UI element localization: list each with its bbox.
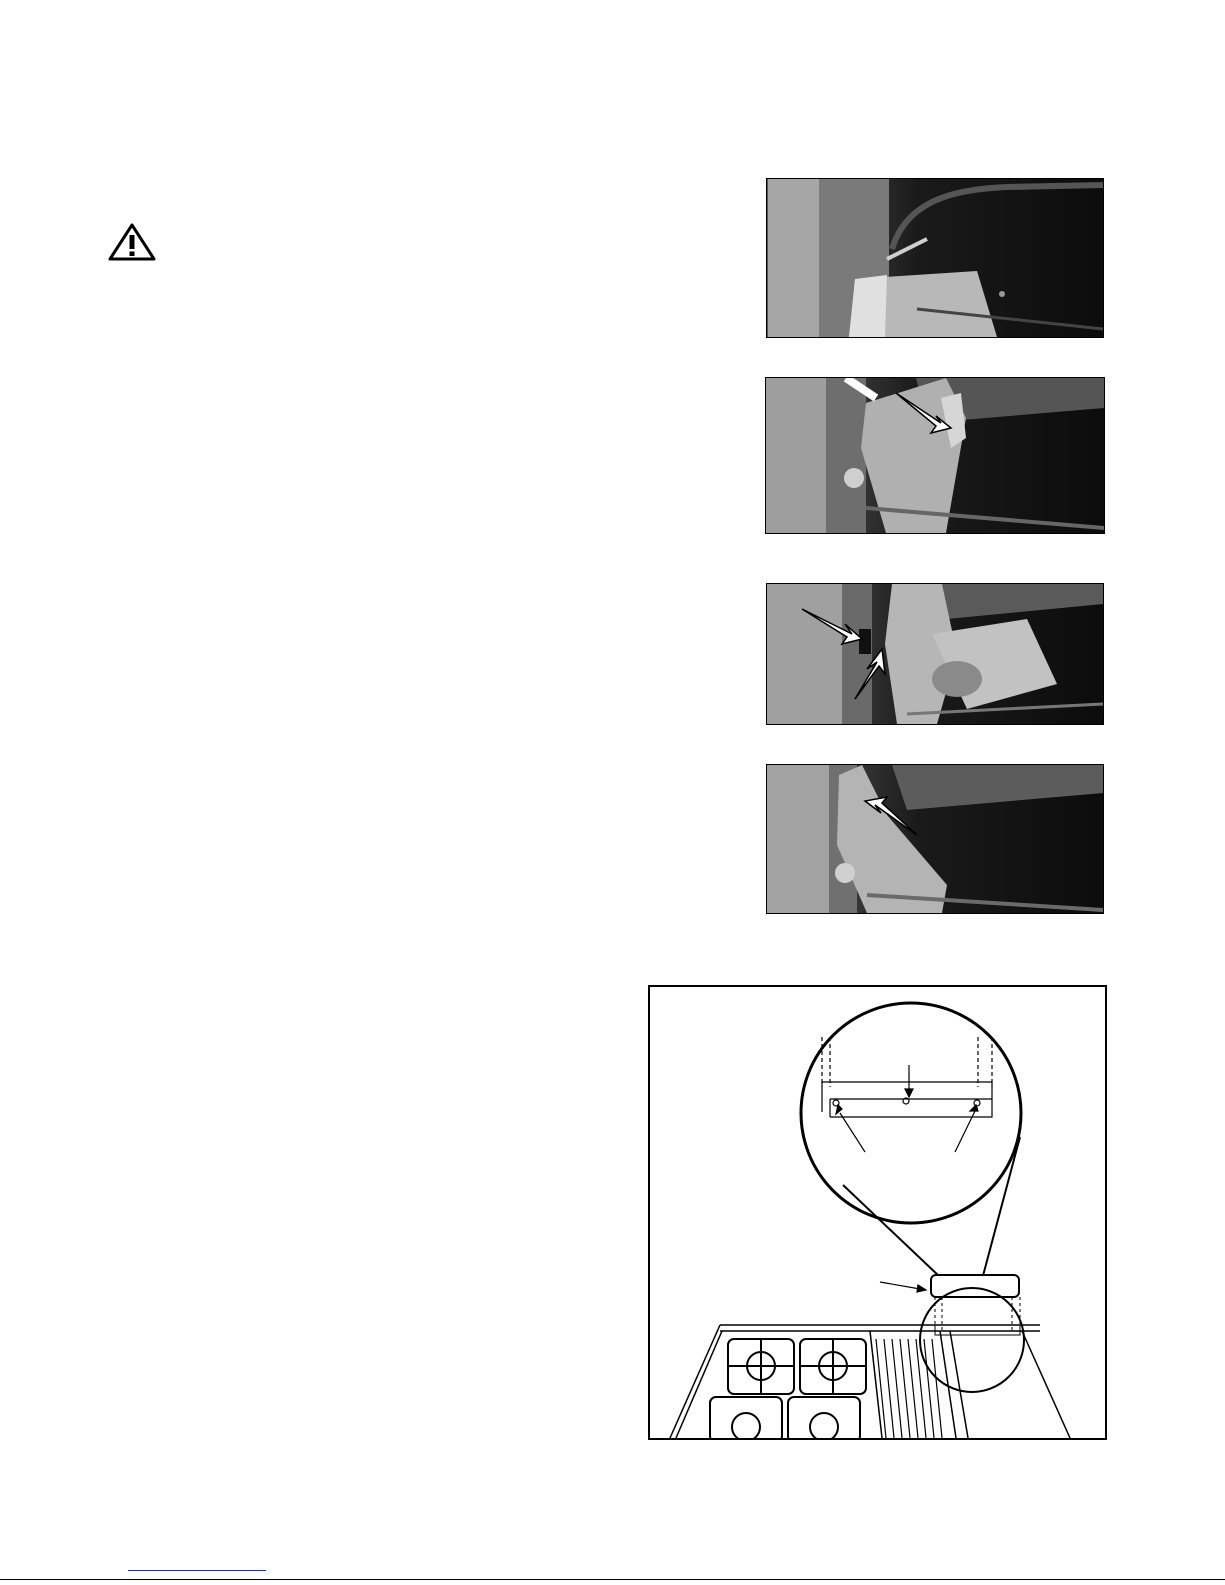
warning-triangle-icon	[107, 222, 157, 262]
griddle-cover-installation-diagram	[648, 985, 1107, 1440]
griddle-plate	[876, 1339, 942, 1438]
oven-door-hinge-open-photo	[766, 178, 1104, 338]
hinge-lock-lever-photo	[765, 377, 1105, 534]
magnifier-circle	[801, 1003, 1021, 1223]
footer-divider	[0, 1579, 1225, 1580]
hinge-locked-photo	[766, 764, 1104, 914]
footer-link-underline[interactable]	[128, 1570, 266, 1571]
burner-grate	[710, 1339, 866, 1438]
hinge-release-photo	[766, 583, 1104, 725]
